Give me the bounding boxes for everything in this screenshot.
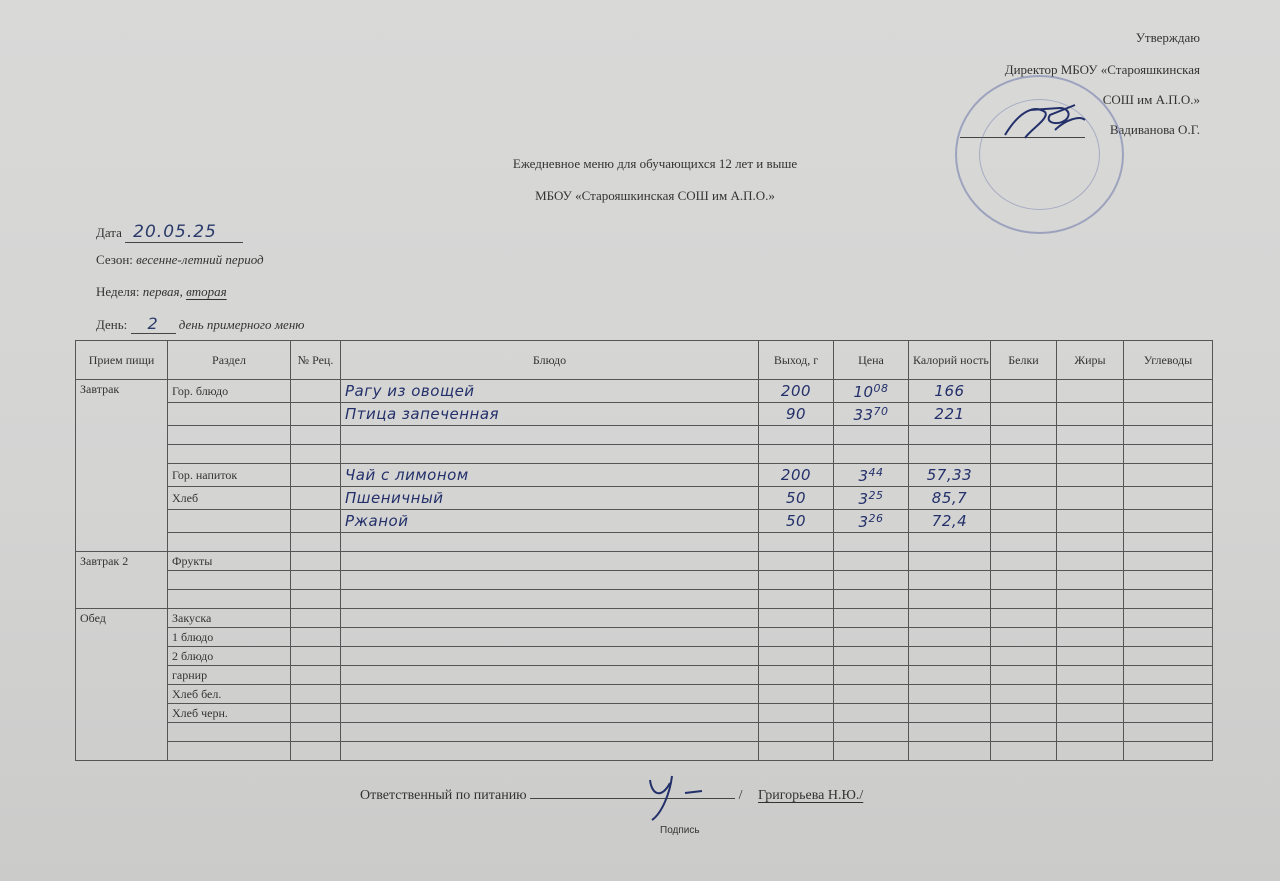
dish-name: Ржаной — [345, 511, 409, 530]
dish-name: Рагу из овощей — [345, 381, 475, 400]
price-main: 33 — [853, 406, 874, 424]
yield-cell — [759, 464, 834, 487]
recipe-no-cell — [291, 704, 341, 723]
calories-value: 221 — [934, 404, 965, 423]
col-header-dish: Блюдо — [341, 341, 759, 380]
dish-name: Чай с лимоном — [345, 465, 469, 484]
calories-cell — [909, 403, 991, 426]
price-cell — [834, 628, 909, 647]
proteins-cell — [991, 571, 1057, 590]
price-sup: 70 — [873, 405, 889, 418]
recipe-no-cell — [291, 647, 341, 666]
carbs-cell — [1124, 552, 1213, 571]
yield-cell — [759, 403, 834, 426]
fats-cell — [1057, 590, 1124, 609]
price-cell — [834, 403, 909, 426]
section-cell — [168, 445, 291, 464]
price-sup: 26 — [868, 512, 884, 525]
col-header-recipe-no: № Рец. — [291, 341, 341, 380]
proteins-cell — [991, 403, 1057, 426]
carbs-cell — [1124, 647, 1213, 666]
price-cell — [834, 552, 909, 571]
proteins-cell — [991, 609, 1057, 628]
yield-cell — [759, 445, 834, 464]
yield-cell — [759, 590, 834, 609]
carbs-cell — [1124, 571, 1213, 590]
price-cell — [834, 590, 909, 609]
carbs-cell — [1124, 704, 1213, 723]
price-cell — [834, 533, 909, 552]
price-cell — [834, 426, 909, 445]
price-cell — [834, 445, 909, 464]
proteins-cell — [991, 510, 1057, 533]
proteins-cell — [991, 445, 1057, 464]
recipe-no-cell — [291, 628, 341, 647]
dish-cell — [341, 628, 759, 647]
recipe-no-cell — [291, 552, 341, 571]
day-suffix: день примерного меню — [178, 317, 305, 332]
carbs-cell — [1124, 590, 1213, 609]
dish-cell — [341, 742, 759, 761]
section-cell — [168, 403, 291, 426]
section-cell: Гор. блюдо — [168, 380, 291, 403]
table-row — [76, 487, 1213, 510]
section-cell: 2 блюдо — [168, 647, 291, 666]
calories-value: 85,7 — [931, 488, 968, 507]
price-cell — [834, 685, 909, 704]
proteins-cell — [991, 685, 1057, 704]
dish-cell — [341, 704, 759, 723]
yield-cell — [759, 666, 834, 685]
week-label: Неделя: — [96, 284, 140, 299]
dish-cell — [341, 380, 759, 403]
table-row — [76, 628, 1213, 647]
table-row — [76, 609, 1213, 628]
fats-cell — [1057, 533, 1124, 552]
yield-cell — [759, 704, 834, 723]
price-cell — [834, 487, 909, 510]
calories-cell — [909, 510, 991, 533]
calories-cell — [909, 609, 991, 628]
table-header-row — [76, 341, 1213, 380]
fats-cell — [1057, 571, 1124, 590]
season-value: весенне-летний период — [136, 252, 264, 267]
col-header-calories: Калорий ность — [909, 341, 991, 380]
yield-cell — [759, 723, 834, 742]
recipe-no-cell — [291, 510, 341, 533]
yield-cell — [759, 609, 834, 628]
carbs-cell — [1124, 445, 1213, 464]
yield-cell — [759, 487, 834, 510]
proteins-cell — [991, 666, 1057, 685]
carbs-cell — [1124, 723, 1213, 742]
recipe-no-cell — [291, 464, 341, 487]
recipe-no-cell — [291, 742, 341, 761]
proteins-cell — [991, 723, 1057, 742]
carbs-cell — [1124, 742, 1213, 761]
fats-cell — [1057, 628, 1124, 647]
section-cell — [168, 742, 291, 761]
dish-name: Птица запеченная — [345, 404, 500, 423]
price-cell — [834, 647, 909, 666]
col-header-carbs: Углеводы — [1124, 341, 1213, 380]
season-row — [96, 252, 264, 268]
dish-cell — [341, 647, 759, 666]
table-row — [76, 590, 1213, 609]
day-value: 2 — [131, 314, 176, 334]
dish-cell — [341, 666, 759, 685]
price-cell — [834, 571, 909, 590]
section-cell — [168, 723, 291, 742]
carbs-cell — [1124, 510, 1213, 533]
col-header-meal: Прием пищи — [76, 341, 168, 380]
recipe-no-cell — [291, 533, 341, 552]
yield-value: 200 — [780, 381, 812, 400]
table-row — [76, 445, 1213, 464]
fats-cell — [1057, 723, 1124, 742]
section-cell: Гор. напиток — [168, 464, 291, 487]
director-name: Вадиванова О.Г. — [1109, 122, 1200, 137]
calories-cell — [909, 445, 991, 464]
fats-cell — [1057, 552, 1124, 571]
calories-cell — [909, 380, 991, 403]
fats-cell — [1057, 445, 1124, 464]
carbs-cell — [1124, 609, 1213, 628]
calories-value: 72,4 — [931, 511, 968, 530]
calories-cell — [909, 590, 991, 609]
proteins-cell — [991, 552, 1057, 571]
dish-cell — [341, 487, 759, 510]
date-row — [96, 222, 243, 243]
proteins-cell — [991, 533, 1057, 552]
yield-cell — [759, 552, 834, 571]
responsible-slash: / — [738, 788, 743, 803]
recipe-no-cell — [291, 609, 341, 628]
section-cell — [168, 571, 291, 590]
calories-cell — [909, 704, 991, 723]
section-cell: Хлеб — [168, 487, 291, 510]
official-stamp — [955, 75, 1124, 234]
dish-cell — [341, 609, 759, 628]
proteins-cell — [991, 628, 1057, 647]
dish-cell — [341, 533, 759, 552]
table-row — [76, 666, 1213, 685]
calories-cell — [909, 571, 991, 590]
date-label: Дата — [96, 225, 122, 240]
yield-cell — [759, 533, 834, 552]
yield-cell — [759, 426, 834, 445]
recipe-no-cell — [291, 685, 341, 704]
calories-cell — [909, 742, 991, 761]
fats-cell — [1057, 487, 1124, 510]
recipe-no-cell — [291, 403, 341, 426]
price-cell — [834, 464, 909, 487]
section-cell — [168, 590, 291, 609]
calories-cell — [909, 666, 991, 685]
fats-cell — [1057, 704, 1124, 723]
fats-cell — [1057, 609, 1124, 628]
proteins-cell — [991, 426, 1057, 445]
carbs-cell — [1124, 380, 1213, 403]
price-cell — [834, 609, 909, 628]
carbs-cell — [1124, 685, 1213, 704]
fats-cell — [1057, 685, 1124, 704]
fats-cell — [1057, 742, 1124, 761]
carbs-cell — [1124, 403, 1213, 426]
dish-cell — [341, 685, 759, 704]
col-header-fats: Жиры — [1057, 341, 1124, 380]
day-row — [96, 314, 304, 334]
director-line1: Директор МБОУ «Старояшкинская — [1004, 62, 1200, 77]
section-cell — [168, 510, 291, 533]
season-label: Сезон: — [96, 252, 133, 267]
calories-cell — [909, 628, 991, 647]
section-cell: Закуска — [168, 609, 291, 628]
yield-value: 200 — [780, 465, 812, 484]
calories-cell — [909, 533, 991, 552]
proteins-cell — [991, 464, 1057, 487]
dish-name: Пшеничный — [345, 488, 444, 507]
calories-cell — [909, 723, 991, 742]
section-cell: 1 блюдо — [168, 628, 291, 647]
section-cell: Хлеб бел. — [168, 685, 291, 704]
director-signature-icon — [1000, 100, 1090, 145]
fats-cell — [1057, 510, 1124, 533]
meal-cell-lunch: Обед — [76, 609, 168, 761]
price-cell — [834, 380, 909, 403]
col-header-price: Цена — [834, 341, 909, 380]
carbs-cell — [1124, 533, 1213, 552]
price-main: 3 — [858, 490, 869, 508]
table-row — [76, 533, 1213, 552]
responsible-signature-icon — [640, 768, 720, 823]
yield-cell — [759, 510, 834, 533]
calories-value: 57,33 — [926, 465, 973, 484]
yield-cell — [759, 742, 834, 761]
table-row — [76, 704, 1213, 723]
week-value-2: вторая — [186, 284, 227, 299]
dish-cell — [341, 510, 759, 533]
proteins-cell — [991, 647, 1057, 666]
table-row — [76, 464, 1213, 487]
table-row — [76, 426, 1213, 445]
responsible-row — [360, 788, 863, 804]
dish-cell — [341, 590, 759, 609]
table-row — [76, 742, 1213, 761]
table-row — [76, 403, 1213, 426]
meal-cell-breakfast: Завтрак — [76, 380, 168, 552]
dish-cell — [341, 552, 759, 571]
calories-cell — [909, 464, 991, 487]
approve-label: Утверждаю — [1135, 30, 1200, 45]
price-cell — [834, 742, 909, 761]
dish-cell — [341, 571, 759, 590]
section-cell: Фрукты — [168, 552, 291, 571]
price-sup: 44 — [868, 466, 884, 479]
table-row — [76, 510, 1213, 533]
calories-cell — [909, 426, 991, 445]
table-row — [76, 723, 1213, 742]
calories-cell — [909, 685, 991, 704]
section-cell — [168, 426, 291, 445]
yield-value: 50 — [785, 488, 807, 507]
day-label: День: — [96, 317, 128, 332]
recipe-no-cell — [291, 571, 341, 590]
dish-cell — [341, 426, 759, 445]
recipe-no-cell — [291, 723, 341, 742]
section-cell: гарнир — [168, 666, 291, 685]
yield-cell — [759, 571, 834, 590]
fats-cell — [1057, 426, 1124, 445]
section-cell — [168, 533, 291, 552]
proteins-cell — [991, 487, 1057, 510]
recipe-no-cell — [291, 590, 341, 609]
director-line2: СОШ им А.П.О.» — [1102, 92, 1200, 107]
fats-cell — [1057, 380, 1124, 403]
dish-cell — [341, 445, 759, 464]
title-line1: Ежедневное меню для обучающихся 12 лет и выше — [512, 156, 798, 171]
calories-cell — [909, 552, 991, 571]
col-header-section: Раздел — [168, 341, 291, 380]
carbs-cell — [1124, 464, 1213, 487]
signature-caption: Подпись — [660, 825, 700, 836]
carbs-cell — [1124, 426, 1213, 445]
carbs-cell — [1124, 666, 1213, 685]
proteins-cell — [991, 704, 1057, 723]
col-header-yield: Выход, г — [759, 341, 834, 380]
yield-cell — [759, 628, 834, 647]
yield-cell — [759, 380, 834, 403]
calories-cell — [909, 647, 991, 666]
table-row — [76, 552, 1213, 571]
recipe-no-cell — [291, 487, 341, 510]
price-cell — [834, 723, 909, 742]
recipe-no-cell — [291, 445, 341, 464]
fats-cell — [1057, 464, 1124, 487]
table-row — [76, 571, 1213, 590]
recipe-no-cell — [291, 380, 341, 403]
price-cell — [834, 510, 909, 533]
week-value-1: первая, — [142, 284, 183, 299]
price-cell — [834, 704, 909, 723]
section-cell: Хлеб черн. — [168, 704, 291, 723]
price-sup: 25 — [868, 489, 884, 502]
recipe-no-cell — [291, 426, 341, 445]
recipe-no-cell — [291, 666, 341, 685]
calories-cell — [909, 487, 991, 510]
price-sup: 08 — [873, 382, 889, 395]
fats-cell — [1057, 666, 1124, 685]
title-line2: МБОУ «Старояшкинская СОШ им А.П.О.» — [535, 188, 775, 203]
table-row — [76, 685, 1213, 704]
dish-cell — [341, 723, 759, 742]
yield-value: 90 — [785, 404, 807, 423]
proteins-cell — [991, 742, 1057, 761]
responsible-label: Ответственный по питанию — [360, 788, 527, 803]
carbs-cell — [1124, 487, 1213, 510]
price-main: 3 — [858, 467, 869, 485]
fats-cell — [1057, 647, 1124, 666]
dish-cell — [341, 464, 759, 487]
yield-value: 50 — [785, 511, 807, 530]
price-cell — [834, 666, 909, 685]
dish-cell — [341, 403, 759, 426]
yield-cell — [759, 685, 834, 704]
table-row — [76, 647, 1213, 666]
proteins-cell — [991, 590, 1057, 609]
week-row — [96, 284, 227, 300]
col-header-proteins: Белки — [991, 341, 1057, 380]
price-main: 10 — [853, 383, 874, 401]
meal-cell-breakfast2: Завтрак 2 — [76, 552, 168, 609]
price-main: 3 — [858, 513, 869, 531]
fats-cell — [1057, 403, 1124, 426]
menu-table — [75, 340, 1213, 761]
proteins-cell — [991, 380, 1057, 403]
date-value: 20.05.25 — [125, 222, 243, 243]
table-row — [76, 380, 1213, 403]
responsible-name: Григорьева Н.Ю./ — [758, 788, 864, 803]
yield-cell — [759, 647, 834, 666]
calories-value: 166 — [934, 381, 965, 400]
carbs-cell — [1124, 628, 1213, 647]
